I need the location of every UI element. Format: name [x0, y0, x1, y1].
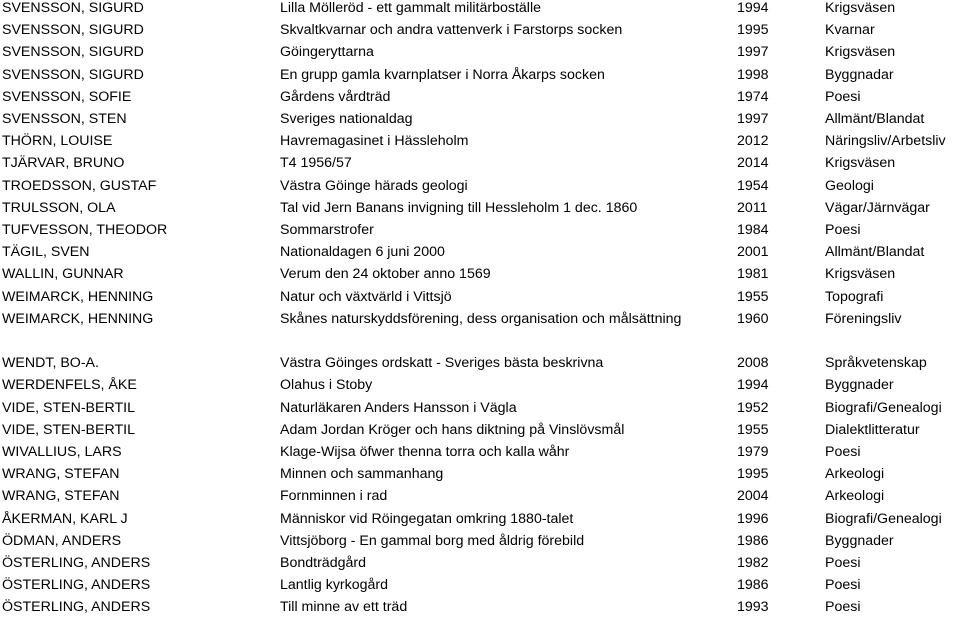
year-cell: 1997 — [737, 44, 769, 61]
table-row — [0, 64, 960, 86]
title-cell: Till minne av ett träd — [280, 599, 408, 616]
author-cell: ÖSTERLING, ANDERS — [2, 577, 151, 594]
category-cell: Poesi — [825, 599, 861, 616]
author-cell: VIDE, STEN-BERTIL — [2, 399, 135, 416]
table-row — [0, 552, 960, 574]
author-cell: VIDE, STEN-BERTIL — [2, 421, 135, 438]
table-row — [0, 308, 960, 330]
title-cell: Människor vid Röingegatan omkring 1880-talet — [280, 510, 574, 527]
year-cell: 1955 — [737, 288, 769, 305]
title-cell: Gårdens vårdträd — [280, 88, 391, 105]
category-cell: Poesi — [825, 577, 861, 594]
title-cell: Klage-Wijsa öfwer thenna torra och kalla wåhr — [280, 444, 570, 460]
title-cell: Fornminnen i rad — [280, 488, 388, 505]
table-row — [0, 596, 960, 618]
table-row — [0, 130, 960, 152]
author-cell: SVENSSON, SIGURD — [2, 66, 144, 83]
year-cell: 1986 — [737, 532, 769, 549]
author-cell: WEIMARCK, HENNING — [2, 310, 154, 327]
table-row — [0, 508, 960, 530]
year-cell: 1986 — [737, 577, 769, 594]
title-cell: Göingeryttarna — [280, 44, 374, 61]
title-cell: Naturläkaren Anders Hansson i Vägla — [280, 399, 517, 416]
title-cell: Adam Jordan Kröger och hans diktning på Vinslövsmål — [280, 421, 625, 438]
year-cell: 1993 — [737, 599, 769, 616]
year-cell: 2008 — [737, 355, 769, 372]
table-row — [0, 374, 960, 396]
author-cell: WENDT, BO-A. — [2, 355, 99, 372]
category-cell: Allmänt/Blandat — [825, 244, 925, 261]
title-cell: Bondträdgård — [280, 555, 366, 571]
table-row — [0, 463, 960, 485]
table-row — [0, 241, 960, 263]
author-cell: THÖRN, LOUISE — [2, 133, 113, 150]
author-cell: WRANG, STEFAN — [2, 466, 120, 483]
author-cell: WRANG, STEFAN — [2, 488, 120, 505]
year-cell: 1995 — [737, 22, 769, 39]
category-cell: Krigsväsen — [825, 155, 896, 172]
title-cell: Vittsjöborg - En gammal borg med åldrig förebild — [280, 532, 585, 549]
year-cell: 1955 — [737, 421, 769, 438]
year-cell: 1997 — [737, 111, 769, 127]
table-row — [0, 441, 960, 463]
category-cell: Byggnadar — [825, 66, 894, 83]
table-row — [0, 485, 960, 507]
title-cell: Sommarstrofer — [280, 222, 374, 238]
category-cell: Poesi — [825, 444, 861, 460]
table-row — [0, 152, 960, 174]
title-cell: Sveriges nationaldag — [280, 111, 413, 127]
category-cell: Föreningsliv — [825, 310, 902, 327]
category-cell: Vägar/Järnvägar — [825, 199, 930, 216]
category-cell: Topografi — [825, 288, 884, 305]
year-cell: 1995 — [737, 466, 769, 483]
author-cell: ÖDMAN, ANDERS — [2, 532, 122, 549]
year-cell: 2004 — [737, 488, 769, 505]
category-cell: Näringsliv/Arbetsliv — [825, 133, 946, 150]
category-cell: Krigsväsen — [825, 266, 896, 283]
table-row — [0, 86, 960, 108]
year-cell: 1954 — [737, 177, 769, 194]
title-cell: Minnen och sammanhang — [280, 466, 444, 483]
title-cell: Natur och växtvärld i Vittsjö — [280, 288, 452, 305]
category-cell: Poesi — [825, 88, 861, 105]
author-cell: ÖSTERLING, ANDERS — [2, 555, 151, 571]
table-row — [0, 197, 960, 219]
category-cell: Allmänt/Blandat — [825, 111, 925, 127]
category-cell: Poesi — [825, 222, 861, 238]
author-cell: TRULSSON, OLA — [2, 199, 116, 216]
category-cell: Krigsväsen — [825, 0, 896, 16]
author-cell: ÅKERMAN, KARL J — [2, 510, 128, 527]
title-cell: T4 1956/57 — [280, 155, 352, 172]
table-row — [0, 397, 960, 419]
year-cell: 2012 — [737, 133, 769, 150]
title-cell: Västra Göinge härads geologi — [280, 177, 468, 194]
year-cell: 1998 — [737, 66, 769, 83]
author-cell: WIVALLIUS, LARS — [2, 444, 122, 460]
year-cell: 1979 — [737, 444, 769, 460]
table-row — [0, 175, 960, 197]
title-cell: Lilla Mölleröd - ett gammalt militärboställe — [280, 0, 541, 16]
category-cell: Byggnader — [825, 377, 894, 394]
title-cell: Verum den 24 oktober anno 1569 — [280, 266, 491, 283]
table-row — [0, 19, 960, 41]
title-cell: Havremagasinet i Hässleholm — [280, 133, 469, 150]
author-cell: WERDENFELS, ÅKE — [2, 377, 137, 394]
year-cell: 1960 — [737, 310, 769, 327]
year-cell: 2014 — [737, 155, 769, 172]
year-cell: 1996 — [737, 510, 769, 527]
table-row — [0, 419, 960, 441]
author-cell: WEIMARCK, HENNING — [2, 288, 154, 305]
year-cell: 1952 — [737, 399, 769, 416]
category-cell: Biografi/Genealogi — [825, 399, 942, 416]
category-cell: Språkvetenskap — [825, 355, 927, 372]
year-cell: 2001 — [737, 244, 769, 261]
category-cell: Geologi — [825, 177, 874, 194]
year-cell: 2011 — [737, 199, 768, 216]
title-cell: Skvaltkvarnar och andra vattenverk i Farstorps socken — [280, 22, 623, 39]
year-cell: 1974 — [737, 88, 769, 105]
table-row — [0, 41, 960, 63]
title-cell: Olahus i Stoby — [280, 377, 373, 394]
title-cell: Nationaldagen 6 juni 2000 — [280, 244, 445, 261]
author-cell: TUFVESSON, THEODOR — [2, 222, 168, 238]
author-cell: TÄGIL, SVEN — [2, 244, 90, 261]
table-row — [0, 108, 960, 130]
year-cell: 1982 — [737, 555, 769, 571]
category-cell: Poesi — [825, 555, 861, 571]
table-row — [0, 352, 960, 374]
table-row — [0, 286, 960, 308]
author-cell: ÖSTERLING, ANDERS — [2, 599, 151, 616]
category-cell: Arkeologi — [825, 488, 885, 505]
category-cell: Kvarnar — [825, 22, 875, 39]
category-cell: Biografi/Genealogi — [825, 510, 942, 527]
year-cell: 1984 — [737, 222, 769, 238]
table-row — [0, 219, 960, 241]
title-cell: Lantlig kyrkogård — [280, 577, 389, 594]
table-row — [0, 530, 960, 552]
title-cell: Skånes naturskyddsförening, dess organisation och målsättning — [280, 310, 682, 327]
author-cell: SVENSSON, SIGURD — [2, 22, 144, 39]
category-cell: Krigsväsen — [825, 44, 896, 61]
title-cell: En grupp gamla kvarnplatser i Norra Åkarps socken — [280, 66, 605, 83]
author-cell: SVENSSON, SIGURD — [2, 44, 144, 61]
title-cell: Västra Göinges ordskatt - Sveriges bästa beskrivna — [280, 355, 604, 372]
year-cell: 1994 — [737, 0, 769, 16]
author-cell: TJÄRVAR, BRUNO — [2, 155, 125, 172]
year-cell: 1994 — [737, 377, 769, 394]
title-cell: Tal vid Jern Banans invigning till Hessleholm 1 dec. 1860 — [280, 199, 638, 216]
table-row — [0, 263, 960, 285]
author-cell: WALLIN, GUNNAR — [2, 266, 124, 283]
table-row — [0, 0, 960, 19]
author-cell: SVENSSON, SOFIE — [2, 88, 132, 105]
year-cell: 1981 — [737, 266, 769, 283]
category-cell: Dialektlitteratur — [825, 421, 920, 438]
author-cell: SVENSSON, SIGURD — [2, 0, 144, 16]
table-row — [0, 574, 960, 596]
category-cell: Byggnader — [825, 532, 894, 549]
author-cell: TROEDSSON, GUSTAF — [2, 177, 157, 194]
author-cell: SVENSSON, STEN — [2, 111, 127, 127]
category-cell: Arkeologi — [825, 466, 885, 483]
